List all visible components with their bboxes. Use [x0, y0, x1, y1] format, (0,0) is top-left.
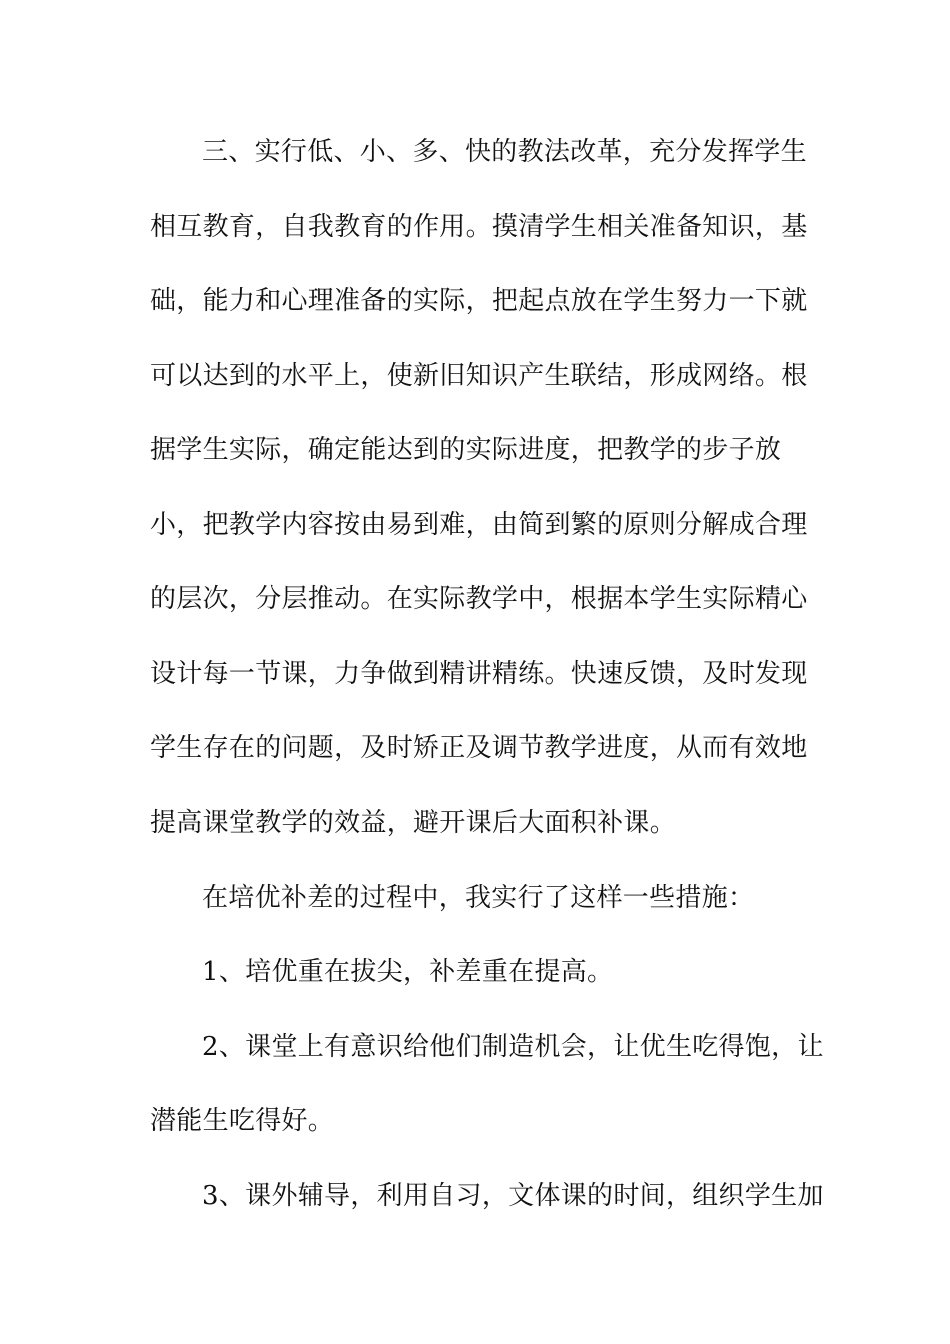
- list-item: 1、培优重在拔尖，补差重在提高。: [202, 957, 614, 987]
- paragraph-line: 提高课堂教学的效益，避开课后大面积补课。: [150, 808, 677, 838]
- paragraph-line: 在培优补差的过程中，我实行了这样一些措施：: [202, 883, 755, 913]
- paragraph-line: 三、实行低、小、多、快的教法改革，充分发挥学生: [202, 137, 807, 167]
- list-item: 3、课外辅导，利用自习，文体课的时间，组织学生加: [202, 1181, 824, 1211]
- paragraph-line: 可以达到的水平上，使新旧知识产生联结，形成网络。根: [150, 361, 808, 391]
- paragraph-line: 据学生实际，确定能达到的实际进度，把教学的步子放: [150, 435, 782, 465]
- paragraph-line: 的层次，分层推动。在实际教学中，根据本学生实际精心: [150, 584, 808, 614]
- paragraph-line: 学生存在的问题，及时矫正及调节教学进度，从而有效地: [150, 733, 808, 763]
- paragraph-line: 设计每一节课，力争做到精讲精练。快速反馈，及时发现: [150, 659, 808, 689]
- paragraph-line: 潜能生吃得好。: [150, 1106, 335, 1136]
- list-item: 2、课堂上有意识给他们制造机会，让优生吃得饱，让: [202, 1032, 824, 1062]
- paragraph-line: 小，把教学内容按由易到难，由简到繁的原则分解成合理: [150, 510, 808, 540]
- paragraph-line: 相互教育，自我教育的作用。摸清学生相关准备知识，基: [150, 212, 808, 242]
- paragraph-line: 础，能力和心理准备的实际，把起点放在学生努力一下就: [150, 286, 808, 316]
